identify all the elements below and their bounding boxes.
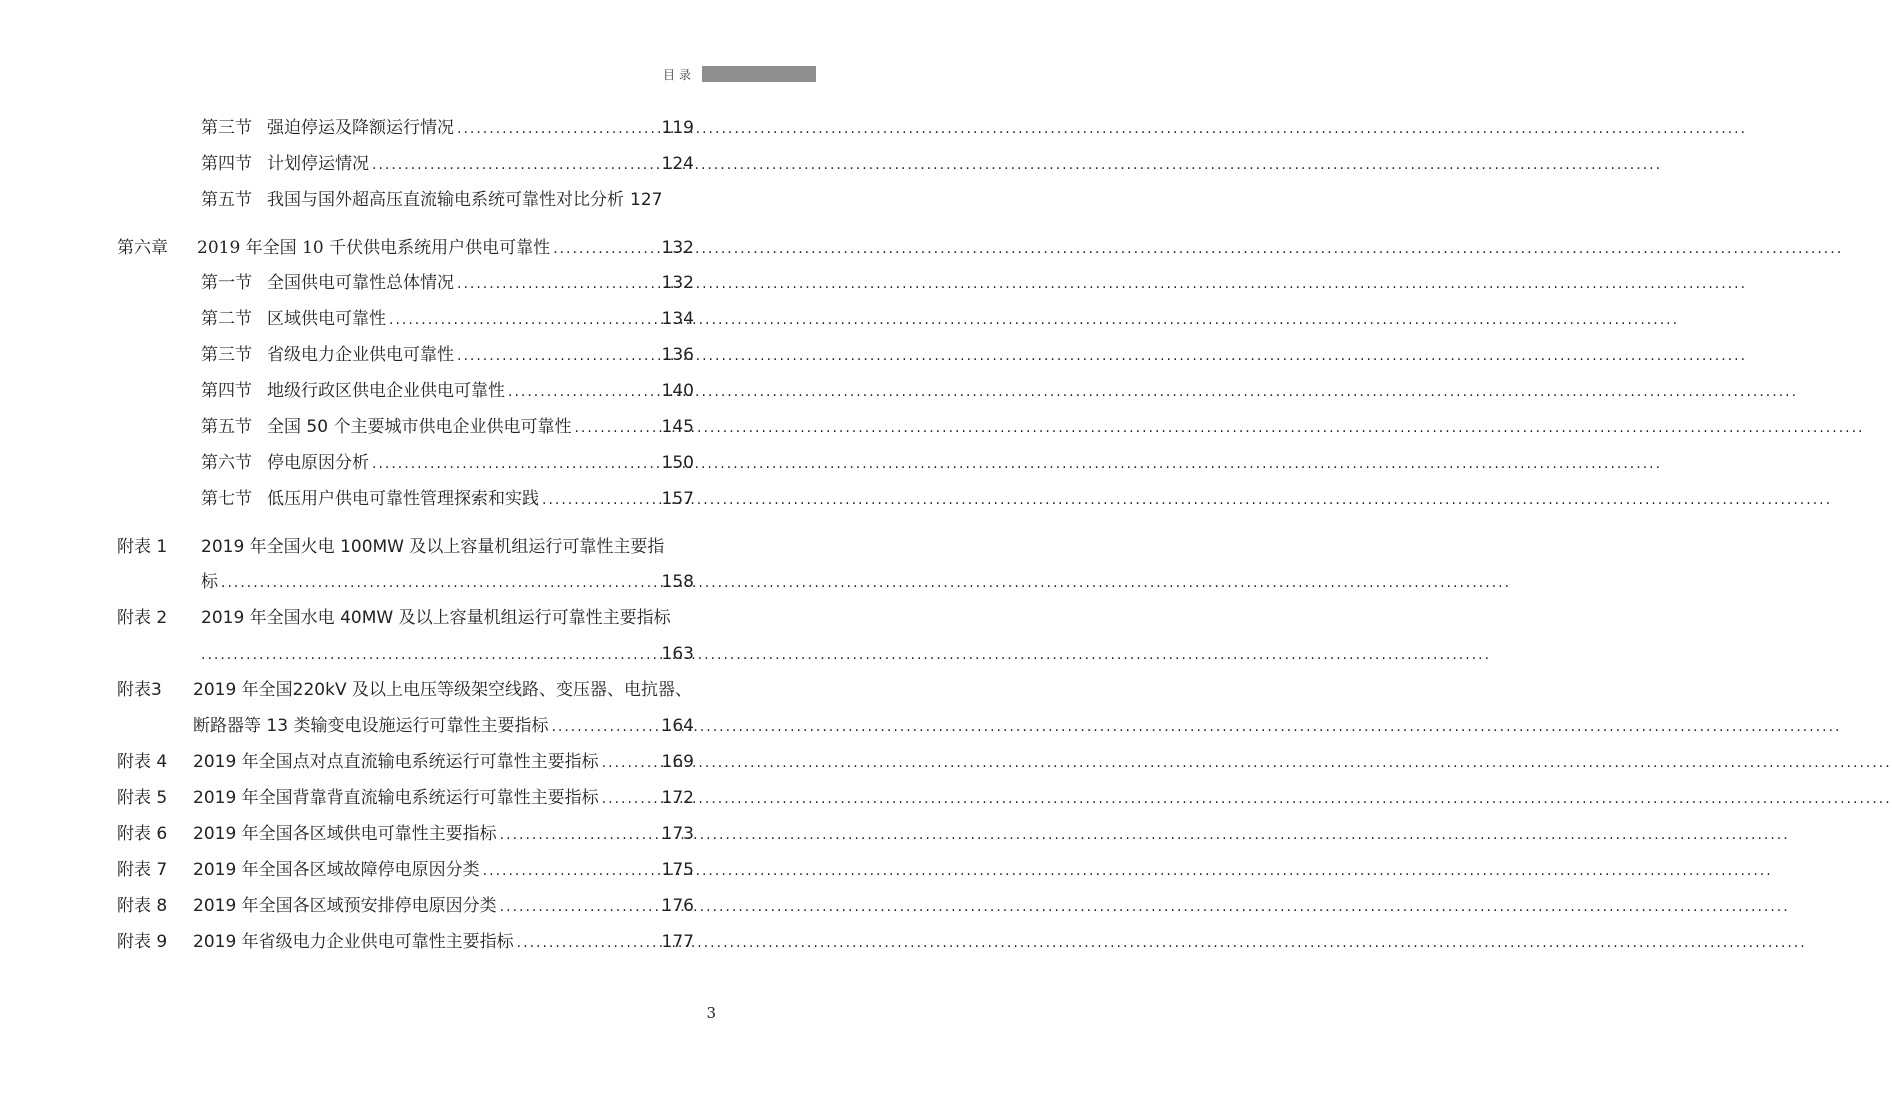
toc-page-number: 176 xyxy=(661,896,694,916)
toc-appendix-label: 附表3 xyxy=(117,680,162,700)
toc-section-label: 第四节 xyxy=(201,381,252,401)
toc-appendix-entry[interactable] xyxy=(117,855,694,885)
toc-appendix-entry[interactable] xyxy=(117,783,694,813)
toc-section-title: 低压用户供电可靠性管理探索和实践 xyxy=(267,489,539,509)
toc-entry[interactable] xyxy=(201,412,694,442)
toc-page-number: 132 xyxy=(661,238,694,258)
toc-chapter-entry[interactable] xyxy=(117,233,694,263)
toc-leader xyxy=(602,748,659,778)
toc-appendix-entry-continued[interactable] xyxy=(201,639,694,669)
toc-entry[interactable] xyxy=(201,484,694,514)
toc-appendix-entry[interactable] xyxy=(117,891,694,921)
toc-leader xyxy=(517,928,659,958)
toc-appendix-label: 附表 9 xyxy=(117,932,168,952)
toc-page-number: 150 xyxy=(661,453,694,473)
toc-page-number: 157 xyxy=(661,489,694,509)
toc-section-label: 第三节 xyxy=(201,345,252,365)
toc-leader xyxy=(574,413,658,443)
toc-chapter-title: 2019 年全国 10 千伏供电系统用户供电可靠性 xyxy=(197,238,551,258)
toc-section-title: 全国供电可靠性总体情况 xyxy=(267,273,454,293)
toc-appendix-title: 断路器等 13 类输变电设施运行可靠性主要指标 xyxy=(193,716,549,736)
toc-appendix-entry[interactable] xyxy=(117,675,707,705)
toc-appendix-entry[interactable] xyxy=(117,927,694,957)
page-number: 3 xyxy=(706,1004,716,1022)
toc-appendix-label: 附表 2 xyxy=(117,608,168,628)
toc-leader xyxy=(372,449,659,479)
toc-entry[interactable] xyxy=(201,149,694,179)
toc-leader xyxy=(457,114,659,144)
toc-appendix-entry-continued[interactable] xyxy=(193,711,694,741)
toc-page-number: 134 xyxy=(661,309,694,329)
toc-entry[interactable] xyxy=(201,376,694,406)
toc-appendix-label: 附表 7 xyxy=(117,860,168,880)
toc-section-title: 区域供电可靠性 xyxy=(267,309,386,329)
toc-page-number: 158 xyxy=(661,572,694,592)
toc-page-number: 177 xyxy=(661,932,694,952)
toc-appendix-entry[interactable] xyxy=(117,819,694,849)
toc-appendix-title: 2019 年全国背靠背直流输电系统运行可靠性主要指标 xyxy=(193,788,599,808)
toc-leader xyxy=(500,820,659,850)
toc-leader xyxy=(542,485,659,515)
toc-entry[interactable] xyxy=(201,113,694,143)
toc-section-title: 停电原因分析 xyxy=(267,453,369,473)
toc-section-title: 省级电力企业供电可靠性 xyxy=(267,345,454,365)
toc-page-number: 169 xyxy=(661,752,694,772)
toc-entry[interactable] xyxy=(201,340,694,370)
toc-section-title: 全国 50 个主要城市供电企业供电可靠性 xyxy=(267,417,572,437)
running-header-label: 目录 xyxy=(662,68,695,82)
toc-page-number: 124 xyxy=(661,154,694,174)
toc-page-number: 175 xyxy=(661,860,694,880)
toc-appendix-title: 标 xyxy=(201,572,218,592)
toc-appendix-title: 2019 年全国火电 100MW 及以上容量机组运行可靠性主要指 xyxy=(201,537,665,557)
toc-entry[interactable] xyxy=(201,304,694,334)
toc-page-number: 119 xyxy=(661,118,694,138)
toc-leader xyxy=(221,568,659,598)
toc-appendix-label: 附表 5 xyxy=(117,788,168,808)
toc-section-label: 第二节 xyxy=(201,309,252,329)
toc-leader xyxy=(553,234,658,264)
toc-page-number: 127 xyxy=(630,190,663,210)
toc-entry[interactable] xyxy=(201,268,694,298)
toc-page-number: 164 xyxy=(661,716,694,736)
toc-page-number: 173 xyxy=(661,824,694,844)
toc-section-title: 地级行政区供电企业供电可靠性 xyxy=(267,381,505,401)
toc-section-label: 第五节 xyxy=(201,417,252,437)
running-header-bar xyxy=(702,66,816,82)
toc-leader xyxy=(500,892,659,922)
toc-entry[interactable] xyxy=(201,185,694,215)
toc-appendix-title: 2019 年全国点对点直流输电系统运行可靠性主要指标 xyxy=(193,752,599,772)
toc-leader xyxy=(483,856,659,886)
toc-page-number: 172 xyxy=(661,788,694,808)
toc-leader xyxy=(551,712,658,742)
toc-appendix-label: 附表 4 xyxy=(117,752,168,772)
toc-leader xyxy=(372,150,659,180)
toc-page-number: 140 xyxy=(661,381,694,401)
toc-leader xyxy=(201,640,659,670)
toc-page-number: 136 xyxy=(661,345,694,365)
toc-section-label: 第一节 xyxy=(201,273,252,293)
toc-leader xyxy=(457,341,659,371)
toc-appendix-entry[interactable] xyxy=(117,532,707,562)
toc-entry[interactable] xyxy=(201,448,694,478)
toc-page-number: 132 xyxy=(661,273,694,293)
toc-appendix-entry[interactable] xyxy=(117,747,694,777)
toc-page-number: 145 xyxy=(661,417,694,437)
toc-section-label: 第四节 xyxy=(201,154,252,174)
toc-appendix-title: 2019 年全国220kV 及以上电压等级架空线路、变压器、电抗器、 xyxy=(193,680,692,700)
toc-section-label: 第六节 xyxy=(201,453,252,473)
toc-appendix-title: 2019 年全国各区域预安排停电原因分类 xyxy=(193,896,497,916)
toc-appendix-entry[interactable] xyxy=(117,603,707,633)
toc-appendix-title: 2019 年全国水电 40MW 及以上容量机组运行可靠性主要指标 xyxy=(201,608,671,628)
toc-page-number: 163 xyxy=(661,644,694,664)
toc-section-label: 第七节 xyxy=(201,489,252,509)
toc-appendix-label: 附表 8 xyxy=(117,896,168,916)
toc-leader xyxy=(508,377,659,407)
toc-appendix-label: 附表 1 xyxy=(117,537,168,557)
toc-chapter-label: 第六章 xyxy=(117,238,168,258)
toc-section-title: 我国与国外超高压直流输电系统可靠性对比分析 xyxy=(267,190,624,210)
toc-leader xyxy=(457,269,659,299)
toc-appendix-entry-continued[interactable] xyxy=(201,567,694,597)
toc-appendix-title: 2019 年全国各区域故障停电原因分类 xyxy=(193,860,480,880)
toc-section-label: 第三节 xyxy=(201,118,252,138)
toc-appendix-title: 2019 年省级电力企业供电可靠性主要指标 xyxy=(193,932,514,952)
toc-appendix-title: 2019 年全国各区域供电可靠性主要指标 xyxy=(193,824,497,844)
toc-section-title: 强迫停运及降额运行情况 xyxy=(267,118,454,138)
toc-section-title: 计划停运情况 xyxy=(267,154,369,174)
toc-section-label: 第五节 xyxy=(201,190,252,210)
toc-leader xyxy=(389,305,659,335)
toc-appendix-label: 附表 6 xyxy=(117,824,168,844)
toc-leader xyxy=(602,784,659,814)
